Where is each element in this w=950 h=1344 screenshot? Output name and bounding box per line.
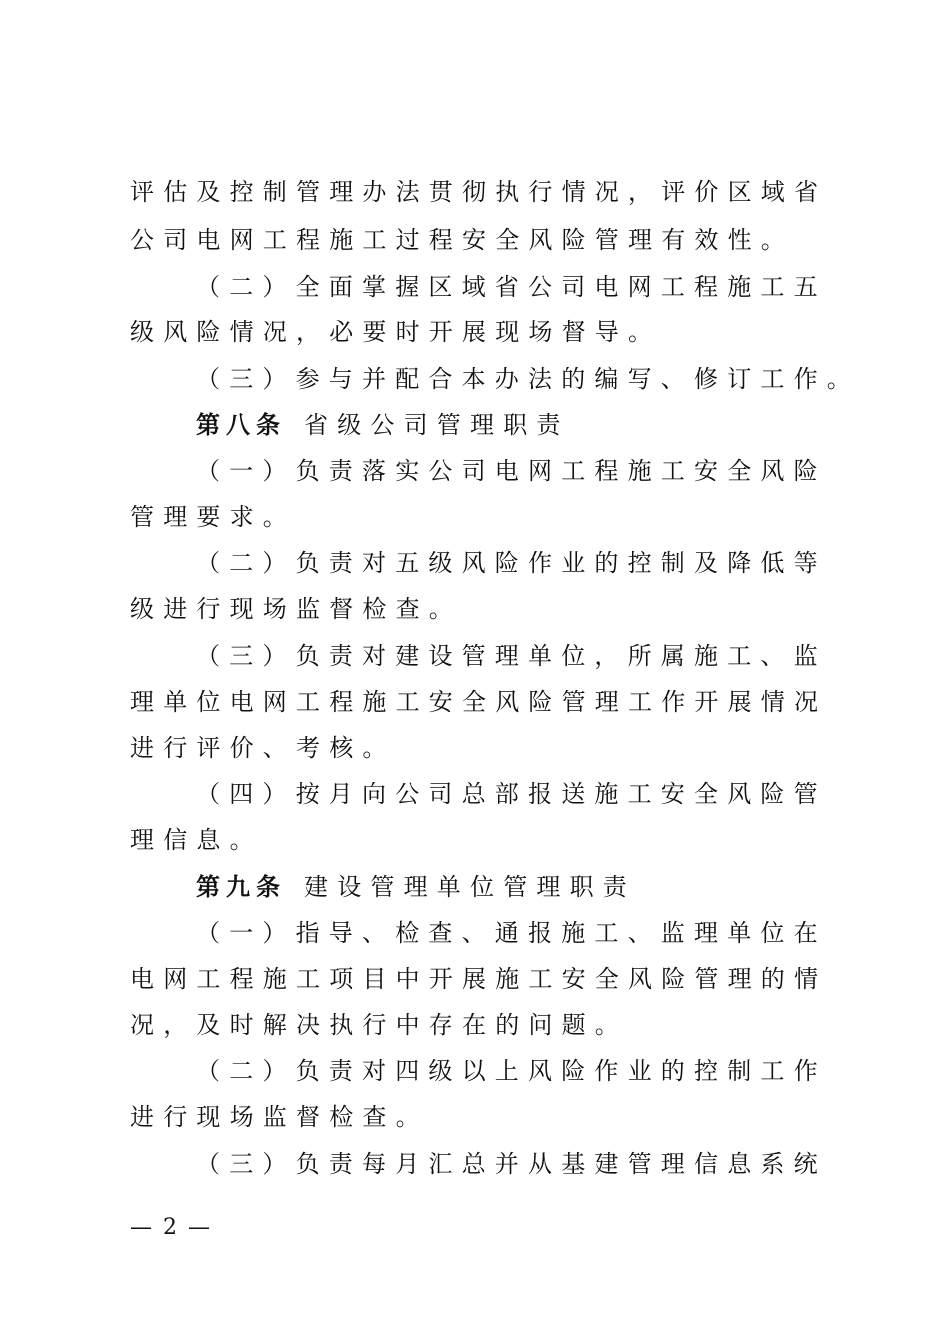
paragraph-line: （二）负责对五级风险作业的控制及降低等 bbox=[196, 549, 827, 577]
paragraph-line: 管理要求。 bbox=[130, 503, 296, 531]
article-title: 省级公司管理职责 bbox=[304, 411, 570, 439]
paragraph-line: （四）按月向公司总部报送施工安全风险管 bbox=[196, 780, 827, 808]
article-heading-9 bbox=[196, 871, 636, 903]
paragraph-line: （三）参与并配合本办法的编写、修订工作。 bbox=[196, 365, 860, 393]
paragraph-line: 进行现场监督检查。 bbox=[130, 1103, 429, 1131]
paragraph-line: 电网工程施工项目中开展施工安全风险管理的情 bbox=[130, 965, 828, 993]
paragraph-line: 况，及时解决执行中存在的问题。 bbox=[130, 1011, 628, 1039]
paragraph-line: 级进行现场监督检查。 bbox=[130, 595, 462, 623]
paragraph-line: （二）负责对四级以上风险作业的控制工作 bbox=[196, 1057, 827, 1085]
paragraph-line: 级风险情况，必要时开展现场督导。 bbox=[130, 318, 662, 346]
article-heading-8 bbox=[196, 409, 570, 441]
paragraph-line: （二）全面掌握区域省公司电网工程施工五 bbox=[196, 273, 827, 301]
page-number: — 2 — bbox=[130, 1215, 212, 1240]
article-number: 第八条 bbox=[196, 410, 286, 439]
paragraph-line: （一）指导、检查、通报施工、监理单位在 bbox=[196, 919, 827, 947]
paragraph-line: （三）负责对建设管理单位，所属施工、监 bbox=[196, 642, 827, 670]
paragraph-line: 评估及控制管理办法贯彻执行情况，评价区域省 bbox=[130, 178, 828, 206]
article-title: 建设管理单位管理职责 bbox=[304, 873, 636, 901]
paragraph-line: 理单位电网工程施工安全风险管理工作开展情况 bbox=[130, 688, 828, 716]
article-number: 第九条 bbox=[196, 872, 286, 901]
paragraph-line: （三）负责每月汇总并从基建管理信息系统 bbox=[196, 1150, 827, 1178]
paragraph-line: 公司电网工程施工过程安全风险管理有效性。 bbox=[130, 226, 794, 254]
paragraph-line: （一）负责落实公司电网工程施工安全风险 bbox=[196, 457, 827, 485]
paragraph-line: 理信息。 bbox=[130, 826, 263, 854]
paragraph-line: 进行评价、考核。 bbox=[130, 734, 396, 762]
